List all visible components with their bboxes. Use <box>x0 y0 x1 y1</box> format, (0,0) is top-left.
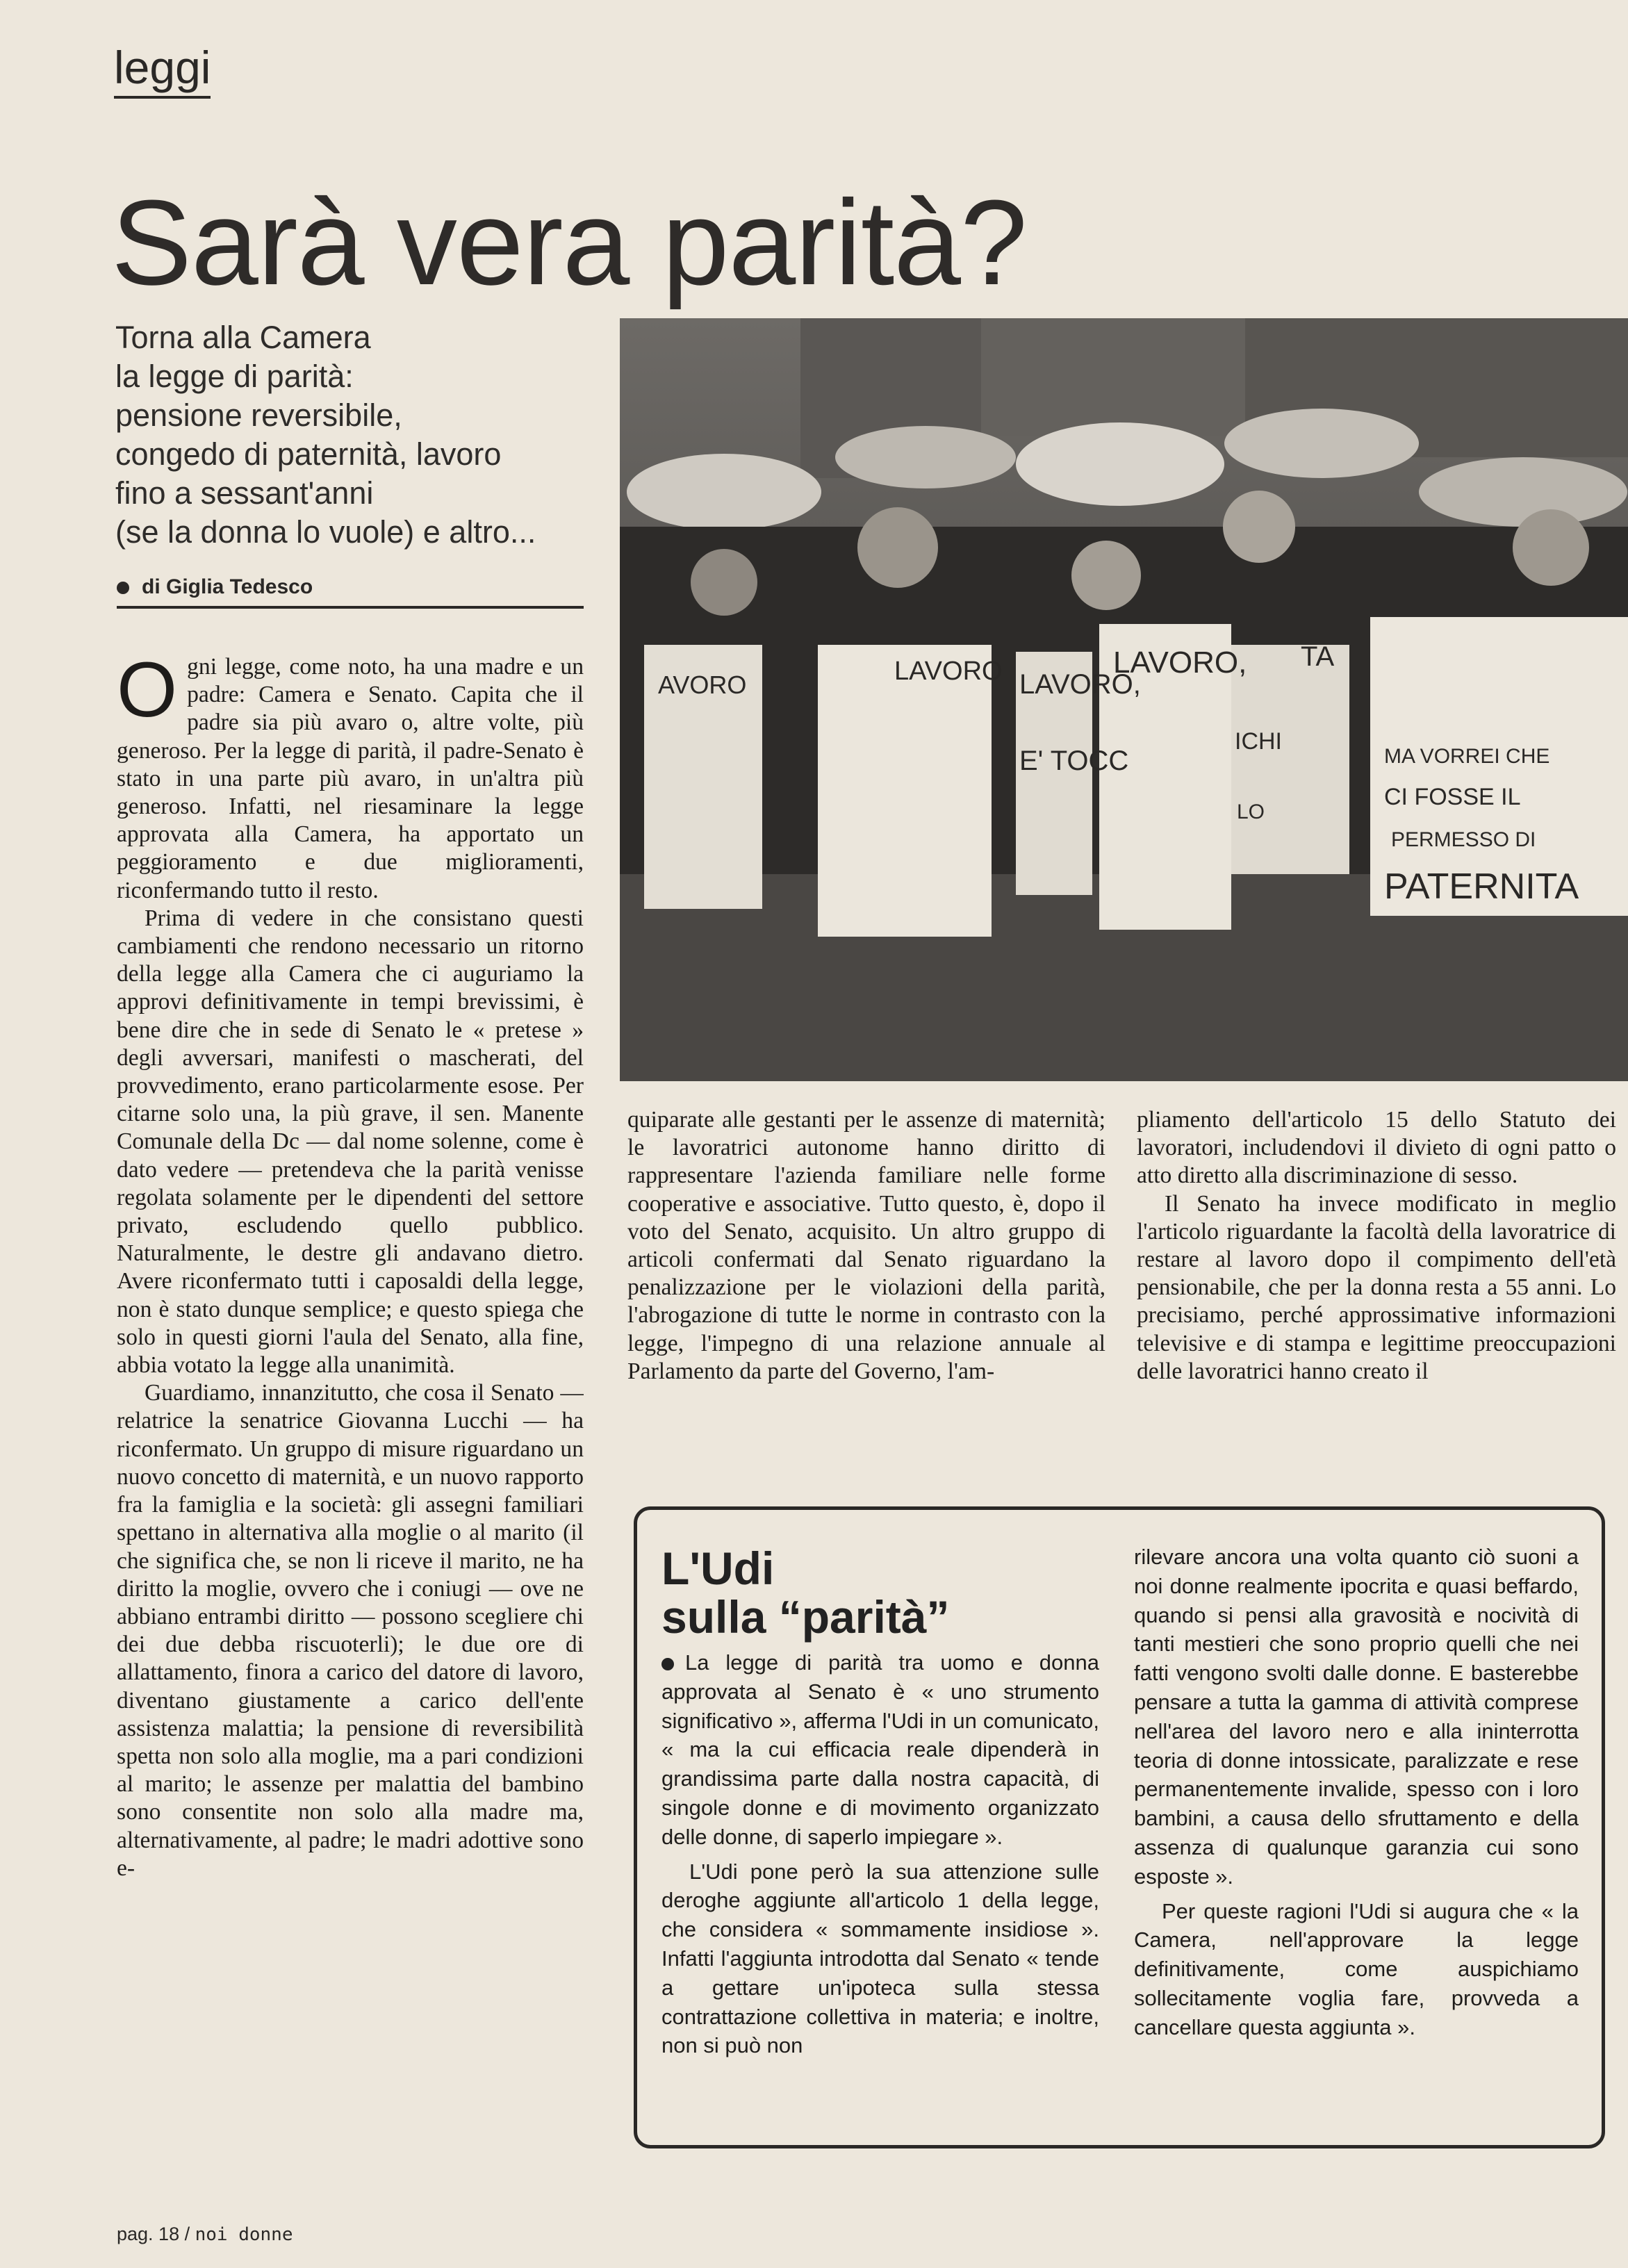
article-paragraph: Guardiamo, innanzitutto, che cosa il Senato — relatrice la senatrice Giovanna Lucchi — ha riconfermato. Un gruppo di misure riguardano un nuovo concetto di maternità, e un nuovo rapporto fra la famiglia e la società: gli assegni familiari spettano in alternativa alla moglie o al marito (il che significa che, se non li riceve il marito, ne ha diritto la moglie, ovvero che i coniugi — ove ne abbiano entrambi diritto — possono scegliere chi dei due debba riscuoterli); le due ore di allattamento, finora a carico del datore di lavoro, diventano giustamente a carico dell'ente assistenza malattia; la pensione di reversibilità spetta non solo alla moglie, ma a pari condizioni al marito; le assenze per malattia del bambino sono consentite non solo alla madre ma, alternativamente, al padre; le madri adottive sono e- <box>117 1380 584 1881</box>
sidebar-paragraph: Per queste ragioni l'Udi si augura che « la Camera, nell'approvare la legge definitivamente, come auspichiamo sollecitamente voglia fare, provveda a cancellare questa aggiunta ». <box>1134 1898 1579 2039</box>
sidebar-paragraph: L'Udi pone però la sua attenzione sulle deroghe aggiunte all'articolo 1 della legge, che considera « sommamente insidiose ». Infatti l'aggiunta introdotta dal Senato « tende a gettare un'ipoteca sulla stessa contrattazione collettiva in materia; e inoltre, non si può non <box>661 1859 1099 2058</box>
article-paragraph <box>117 653 584 905</box>
drop-cap: O <box>117 653 178 733</box>
section-tag: leggi <box>114 42 211 99</box>
article-column-3 <box>1137 1106 1616 1468</box>
protest-photo <box>620 318 1628 1081</box>
placard-text: LO <box>1237 800 1265 823</box>
placard-text: PERMESSO DI <box>1391 828 1536 851</box>
deck-line: la legge di parità: <box>115 359 354 394</box>
placard-text: ICHI <box>1235 728 1282 755</box>
placard-text: LAVORO <box>894 657 1003 686</box>
article-paragraph: Prima di vedere in che consistano questi cambiamenti che rendono necessario un ritorno della legge alla Camera che ci auguriamo la approvi definitivamente in tempi brevissimi, è bene dire che in sede di Senato le « pretese » degli avversari, manifesti o mascherati, del provvedimento, erano particolarmente esose. Per citarne solo una, la più grave, il sen. Manente Comunale della Dc — dal nome solenne, come è dato vedere — pretendeva che la parità venisse regolata solamente per le dipendenti del settore privato, escludendo quello pubblico. Naturalmente, le destre gli andavano dietro. Avere riconfermato tutti i caposaldi della legge, non è stato dunque semplice; e questo spiega che solo in questi giorni l'aula del Senato, alla fine, abbia votato la legge alla unanimità. <box>117 905 584 1379</box>
sidebar-title-line: L'Udi <box>661 1543 775 1594</box>
deck-line: pensione reversibile, <box>115 397 402 433</box>
deck-line: congedo di paternità, lavoro <box>115 436 502 472</box>
deck <box>115 318 602 552</box>
page-number: pag. 18 / <box>117 2224 190 2244</box>
sidebar-column-2 <box>1134 1543 1579 2140</box>
article-paragraph: Il Senato ha invece modificato in meglio l'articolo riguardante la facoltà della lavoratrice di restare al lavoro dopo il compimento dell'età pensionabile, che per la donna resta a 55 anni. Lo precisiamo, perché approssimative informazioni televisive e di stampa e legittime preoccupazioni delle lavoratrici hanno creato il <box>1137 1190 1616 1384</box>
sidebar-paragraph <box>661 1648 1099 1852</box>
sidebar-title <box>661 1544 1092 1641</box>
placard-text: LAVORO, <box>1113 646 1247 680</box>
deck-line: (se la donna lo vuole) e altro... <box>115 514 536 550</box>
placard-text: LAVORO, <box>1019 669 1141 700</box>
magazine-name: noi donne <box>195 2224 293 2245</box>
placard-text: MA VORREI CHE <box>1384 745 1550 768</box>
byline <box>117 575 584 609</box>
article-paragraph: quiparate alle gestanti per le assenze di maternità; le lavoratrici autonome hanno diritto di rappresentare l'azienda familiare nelle forme cooperative e associative. Tutto questo, è, dopo il voto del Senato, acquisito. Un altro gruppo di articoli confermati dal Senato riguardano la penalizzazione per le violazioni della parità, l'abrogazione di tutte le norme in contrasto con la legge, l'impegno di una relazione annuale al Parlamento da parte del Governo, l'am- <box>627 1107 1105 1384</box>
article-text: gni legge, come noto, ha una madre e un padre: Camera e Senato. Capita che il padre sia più avaro o, altre volte, più generoso. Per la legge di parità, il padre-Senato è stato in una parte più avaro, in un'altra più generoso. Infatti, nel riesaminare la legge approvata alla Camera, ha apportato un peggioramento e due miglioramenti, riconfermando tutto il resto. <box>117 654 584 903</box>
sidebar-paragraph: rilevare ancora una volta quanto ciò suoni a noi donne realmente ipocrita e quasi beffardo, quando si pensi alla gravosità e nocività di tanti mestieri che sono proprio quelli che nei fatti vengono svolti dalle donne. E basterebbe pensare a tutta la gamma di attività comprese nell'area del lavoro nero e alla ininterrotta teoria di donne intossicate, paralizzate e rese permanentemente invalide, spesso con i loro bambini, a causa dello sfruttamento e della assenza di qualunque garanzia cui sono esposte ». <box>1134 1545 1579 1889</box>
bullet-icon <box>661 1658 674 1670</box>
byline-author: di Giglia Tedesco <box>142 575 313 598</box>
sidebar-title-line: sulla “parità” <box>661 1591 950 1643</box>
placard-text: TA <box>1301 641 1335 672</box>
protest-photo-illustration <box>620 318 1628 1081</box>
placard-text: E' TOCC <box>1019 746 1129 776</box>
article-column-2 <box>627 1106 1105 1468</box>
bullet-icon <box>117 582 129 594</box>
article-paragraph: pliamento dell'articolo 15 dello Statuto dei lavoratori, includendovi il divieto di ogni patto o atto diretto alla discriminazione di sesso. <box>1137 1107 1616 1189</box>
deck-line: Torna alla Camera <box>115 320 371 355</box>
sidebar-column-1 <box>661 1648 1099 2135</box>
placard-text: AVORO <box>658 671 747 699</box>
page-footer <box>117 2224 293 2245</box>
article-column-1 <box>117 653 584 2133</box>
placard-text: PATERNITA <box>1384 866 1579 907</box>
placard-text: CI FOSSE IL <box>1384 784 1521 810</box>
deck-line: fino a sessant'anni <box>115 475 374 511</box>
sidebar-text: La legge di parità tra uomo e donna approvata al Senato è « uno strumento significativo », afferma l'Udi in un comunicato, « ma la cui efficacia reale dipenderà in grandissima parte dalla nostra capacità, di singole donne e di movimento organizzato delle donne, di saperlo impiegare ». <box>661 1650 1099 1849</box>
headline: Sarà vera parità? <box>111 174 1027 310</box>
